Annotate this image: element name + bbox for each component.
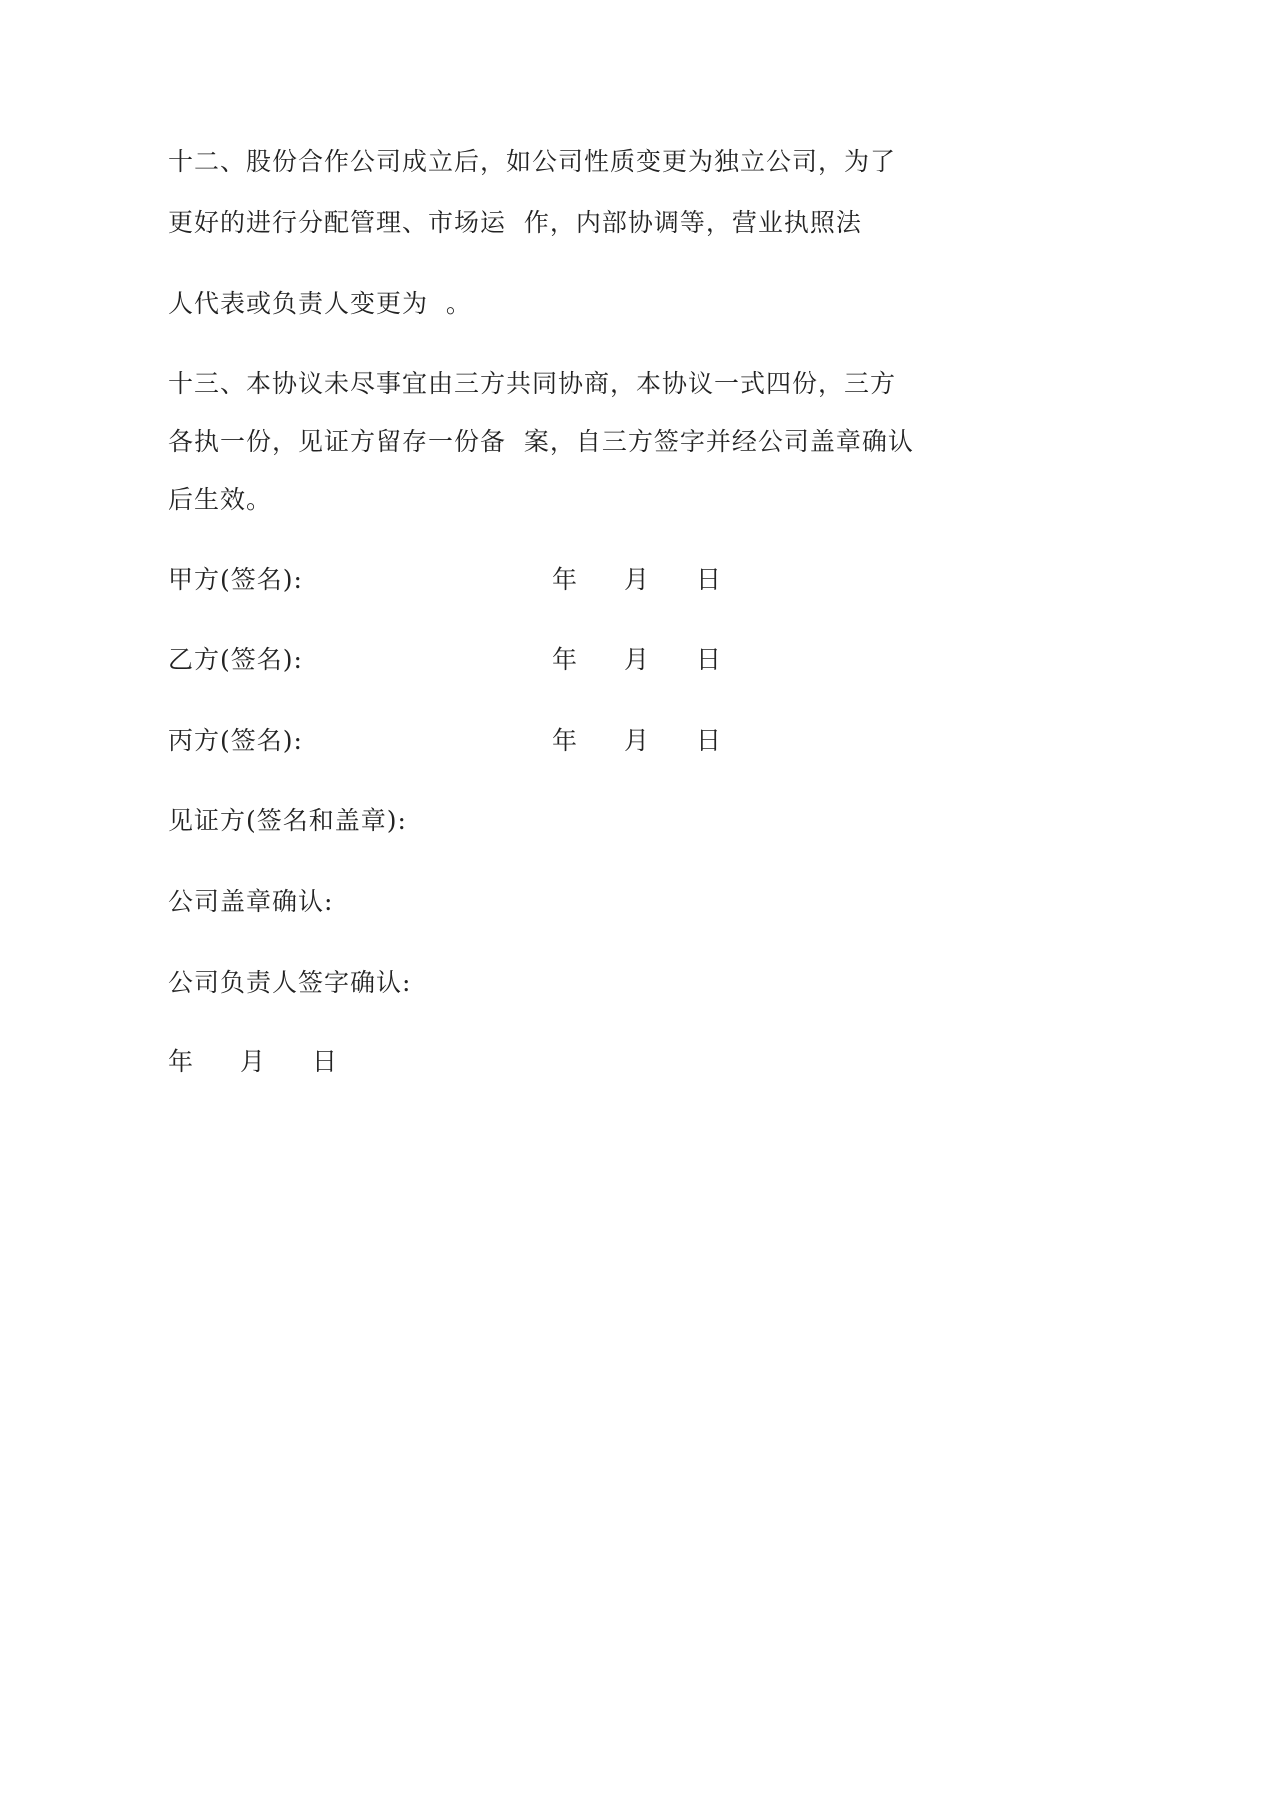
party-b-date-month: 月	[624, 645, 650, 674]
party-a-date-day: 日	[696, 565, 722, 594]
clause-13-line-2: 各执一份，见证方留存一份备 案，自三方签字并经公司盖章确认	[168, 427, 914, 456]
party-b-date-year: 年	[552, 645, 578, 674]
company-head-signature-label: 公司负责人签字确认:	[168, 968, 412, 997]
party-a-date-month: 月	[624, 565, 650, 594]
final-date-year: 年	[168, 1047, 194, 1076]
clause-12-line-1: 十二、股份合作公司成立后，如公司性质变更为独立公司，为了	[168, 147, 897, 176]
party-b-date-day: 日	[696, 645, 722, 674]
company-seal-label: 公司盖章确认:	[168, 887, 334, 916]
party-c-date-year: 年	[552, 726, 578, 755]
clause-12-line-2: 更好的进行分配管理、市场运 作，内部协调等，营业执照法	[168, 208, 862, 237]
party-c-date-day: 日	[696, 726, 722, 755]
party-c-date-month: 月	[624, 726, 650, 755]
final-date-day: 日	[312, 1047, 338, 1076]
party-b-signature-label: 乙方(签名):	[168, 645, 303, 674]
clause-13-line-3: 后生效。	[168, 485, 273, 514]
party-a-signature-label: 甲方(签名):	[168, 565, 303, 594]
party-c-signature-label: 丙方(签名):	[168, 726, 303, 755]
clause-13-line-1: 十三、本协议未尽事宜由三方共同协商，本协议一式四份，三方	[168, 369, 897, 398]
party-a-date-year: 年	[552, 565, 578, 594]
clause-12-line-3: 人代表或负责人变更为 。	[168, 289, 472, 318]
final-date-month: 月	[240, 1047, 266, 1076]
witness-signature-label: 见证方(签名和盖章):	[168, 806, 407, 835]
